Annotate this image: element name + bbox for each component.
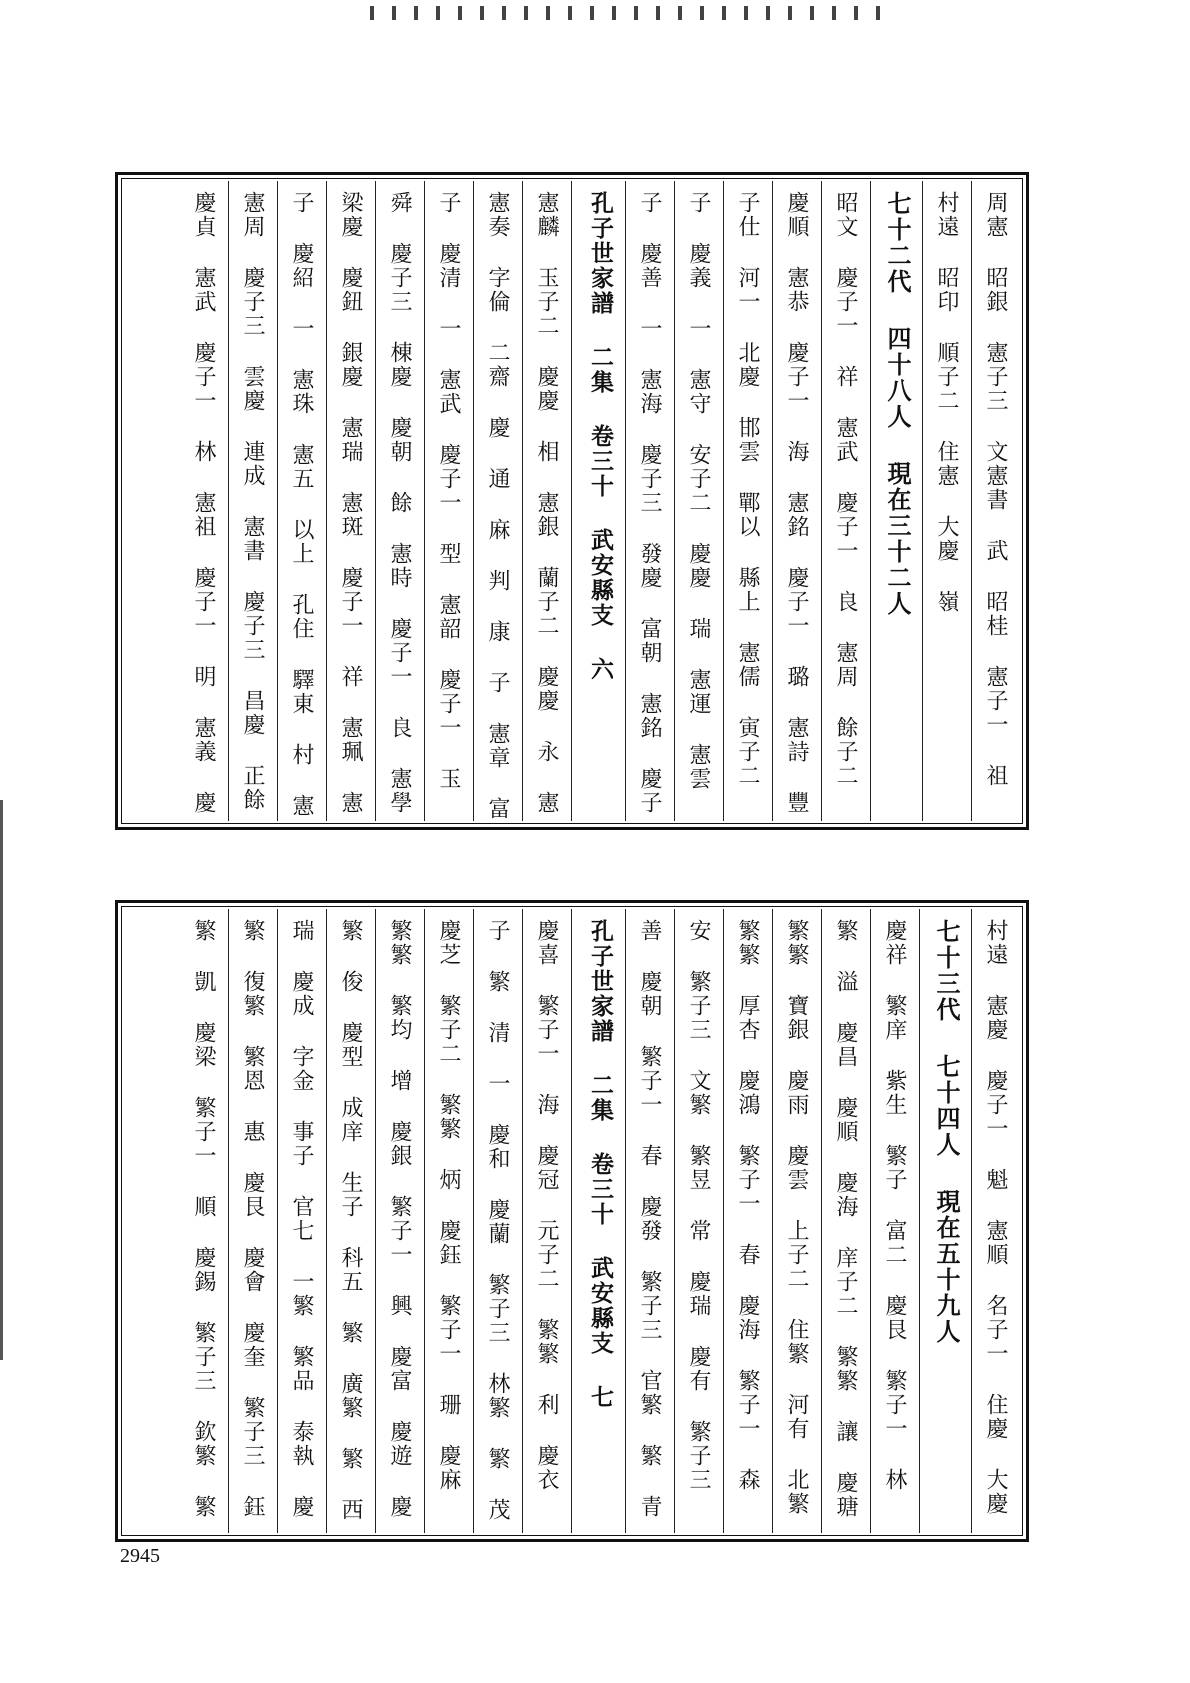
genealogy-column: 繁 凱 慶梁 繁子一 順 慶錫 繁子三 欽繁 繁 <box>191 919 216 1519</box>
genealogy-column: 安 繁子三 文繁 繁昱 常 慶瑞 慶有 繁子三 <box>674 909 723 1533</box>
genealogy-column: 周憲 昭銀 憲子三 文憲書 武 昭桂 憲子一 祖 <box>971 181 1020 821</box>
genealogy-column: 繁繁 厚杏 慶鴻 繁子一 春 慶海 繁子一 森 <box>723 909 772 1533</box>
generation-header-column: 七十二代 四十八人 現在三十二人 <box>870 181 922 821</box>
genealogy-column: 繁繁 寶銀 慶雨 慶雲 上子二 住繁 河有 北繁 <box>772 909 821 1533</box>
genealogy-column: 善 慶朝 繁子一 春 慶發 繁子三 官繁 繁 青 <box>625 909 674 1533</box>
top-scan-artifact <box>370 6 880 20</box>
genealogy-column: 憲麟 玉子二 慶慶 相 憲銀 蘭子二 慶慶 永 憲 <box>522 181 571 821</box>
center-title-column: 孔子世家譜 二集 卷三十 武安縣支 六 <box>571 181 625 821</box>
genealogy-column: 憲周 慶子三 雲慶 連成 憲書 慶子三 昌慶 正餘 <box>228 181 277 821</box>
genealogy-column: 慶芝 繁子二 繁繁 炳 慶鈺 繁子一 珊 慶麻 <box>424 909 473 1533</box>
genealogy-column: 子 慶善 一 憲海 慶子三 發慶 富朝 憲銘 慶子 <box>625 181 674 821</box>
genealogy-column: 慶祥 繁庠 紫生 繁子 富二 慶艮 繁子一 林 <box>870 909 919 1533</box>
genealogy-column: 繁 復繁 繁恩 惠 慶艮 慶會 慶奎 繁子三 鈺 <box>228 909 277 1533</box>
panel-columns <box>124 909 1020 1533</box>
genealogy-column: 子 慶紹 一 憲珠 憲五 以上 孔住 驛東 村 憲 <box>277 181 326 821</box>
genealogy-column: 村遠 昭印 順子二 住憲 大慶 嶺 <box>922 181 971 821</box>
genealogy-column: 慶喜 繁子一 海 慶冠 元子二 繁繁 利 慶衣 <box>522 909 571 1533</box>
generation-header-column: 七十三代 七十四人 現在五十九人 <box>919 909 971 1533</box>
genealogy-column: 子 慶清 一 憲武 慶子一 型 憲韶 慶子一 玉 <box>424 181 473 821</box>
genealogy-column: 子仕 河一 北慶 邯雲 鄲以 縣上 憲儒 寅子二 <box>723 181 772 821</box>
genealogy-panel-upper <box>115 172 1029 830</box>
genealogy-column: 繁繁 繁均 增 慶銀 繁子一 興 慶富 慶遊 慶 <box>375 909 424 1533</box>
genealogy-column: 村遠 憲慶 慶子一 魁 憲順 名子一 住慶 大慶 <box>971 909 1020 1533</box>
genealogy-column: 梁慶 慶鈕 銀慶 憲瑞 憲斑 慶子一 祥 憲珮 憲 <box>326 181 375 821</box>
genealogy-panel-lower <box>115 900 1029 1542</box>
genealogy-column: 昭文 慶子一 祥 憲武 慶子一 良 憲周 餘子二 <box>821 181 870 821</box>
center-title-column: 孔子世家譜 二集 卷三十 武安縣支 七 <box>571 909 625 1533</box>
genealogy-column: 憲奏 字倫 二齋 慶 通 麻 判 康 子 憲章 富 <box>473 181 522 821</box>
page-number: 2945 <box>120 1545 160 1567</box>
left-margin-rule <box>0 800 3 1360</box>
genealogy-column: 子 繁 清 一 慶和 慶蘭 繁子三 林繁 繁 茂 <box>473 909 522 1533</box>
genealogy-column: 慶順 憲恭 慶子一 海 憲銘 慶子一 璐 憲詩 豐 <box>772 181 821 821</box>
genealogy-column: 繁 溢 慶昌 慶順 慶海 庠子二 繁繁 讓 慶瑭 <box>821 909 870 1533</box>
genealogy-column: 舜 慶子三 棟慶 慶朝 餘 憲時 慶子一 良 憲學 <box>375 181 424 821</box>
genealogy-column: 繁 俊 慶型 成庠 生子 科五 繁 廣繁 繁 西 <box>326 909 375 1533</box>
genealogy-column: 慶貞 憲武 慶子一 林 憲祖 慶子一 明 憲義 慶 <box>191 191 216 815</box>
genealogy-column: 子 慶義 一 憲守 安子二 慶慶 瑞 憲運 憲雲 <box>674 181 723 821</box>
panel-columns <box>124 181 1020 821</box>
genealogy-column: 瑞 慶成 字金 事子 官七 一繁 繁品 泰執 慶 <box>277 909 326 1533</box>
